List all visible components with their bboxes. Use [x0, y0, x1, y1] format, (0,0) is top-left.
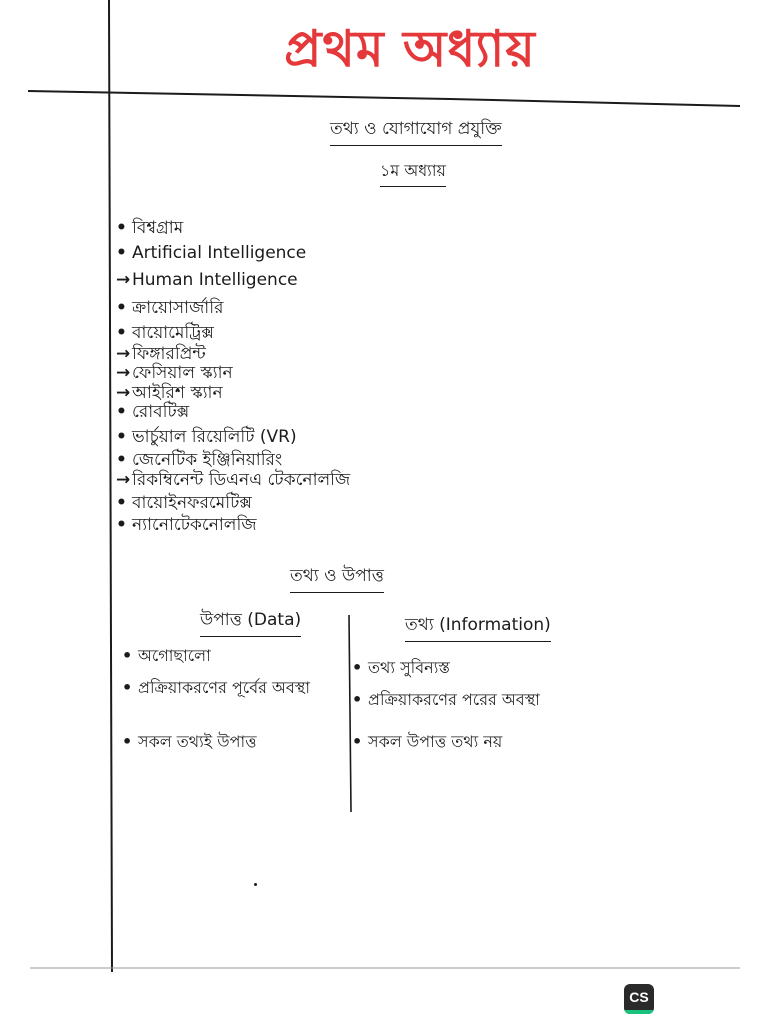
- topic-text: ফিঙ্গারপ্রিন্ট: [132, 344, 206, 364]
- information-item: [352, 658, 450, 678]
- margin-line: [109, 0, 112, 972]
- logo-accent-bar: [624, 1010, 654, 1014]
- bullet-marker: •: [122, 678, 133, 697]
- camscanner-logo: [624, 984, 654, 1014]
- bullet-marker: •: [116, 218, 127, 238]
- data-item: [122, 678, 312, 698]
- arrow-marker: →: [116, 363, 131, 383]
- information-item: [352, 732, 502, 752]
- topic-text: Artificial Intelligence: [132, 243, 307, 263]
- bullet-marker: •: [352, 732, 363, 751]
- topic-item: [116, 270, 298, 290]
- information-item-text: তথ্য সুবিন্যস্ত: [368, 658, 450, 677]
- bullet-marker: •: [352, 690, 363, 709]
- topic-text: বায়োইনফরমেটিক্স: [132, 493, 252, 513]
- bullet-marker: •: [116, 450, 127, 470]
- bullet-marker: •: [352, 658, 363, 677]
- topic-item: [116, 323, 214, 343]
- topic-text: Human Intelligence: [132, 270, 298, 290]
- topic-item: [116, 515, 257, 535]
- comparison-heading: তথ্য ও উপাত্ত: [290, 563, 384, 593]
- subject-heading: তথ্য ও যোগাযোগ প্রযুক্তি: [330, 116, 502, 146]
- topic-item: [116, 450, 282, 470]
- topic-item: [116, 470, 350, 490]
- topic-item: [116, 493, 252, 513]
- chapter-heading: ১ম অধ্যায়: [380, 158, 446, 187]
- bullet-marker: •: [116, 298, 127, 318]
- topic-item: [116, 344, 206, 364]
- information-item: [352, 690, 540, 710]
- bullet-marker: •: [116, 515, 127, 535]
- topic-text: বায়োমেট্রিক্স: [132, 323, 214, 343]
- data-item: [122, 646, 211, 666]
- topic-item: [116, 383, 223, 403]
- bullet-marker: •: [116, 493, 127, 513]
- page-title: প্রথম অধ্যায়: [284, 20, 536, 78]
- topic-text: ভার্চুয়াল রিয়েলিটি (VR): [132, 427, 297, 447]
- bullet-marker: •: [116, 243, 127, 263]
- data-column-heading: উপাত্ত (Data): [200, 607, 301, 637]
- arrow-marker: →: [116, 270, 131, 290]
- information-item-text: প্রক্রিয়াকরণের পরের অবস্থা: [368, 690, 540, 709]
- data-item-text: সকল তথ্যই উপাত্ত: [138, 732, 257, 751]
- arrow-marker: →: [116, 344, 131, 364]
- information-column-heading: তথ্য (Information): [405, 612, 551, 642]
- arrow-marker: →: [116, 383, 131, 403]
- information-item-text: সকল উপাত্ত তথ্য নয়: [368, 732, 503, 751]
- topic-text: আইরিশ স্ক্যান: [132, 383, 223, 403]
- data-item: [122, 732, 257, 752]
- topic-item: [116, 363, 233, 383]
- topic-text: ক্রায়োসার্জারি: [132, 298, 224, 318]
- data-item-text: প্রক্রিয়াকরণের পূর্বের অবস্থা: [138, 678, 311, 697]
- topic-item: [116, 402, 189, 422]
- logo-text: CS: [629, 989, 649, 1005]
- data-item-text: অগোছালো: [138, 646, 211, 665]
- topic-text: রিকম্বিনেন্ট ডিএনএ টেকনোলজি: [132, 470, 351, 490]
- topic-text: রোবটিক্স: [132, 402, 190, 422]
- bullet-marker: •: [122, 732, 133, 751]
- topic-text: বিশ্বগ্রাম: [132, 218, 184, 238]
- topic-text: ফেসিয়াল স্ক্যান: [132, 363, 233, 383]
- bullet-marker: •: [116, 323, 127, 343]
- topic-item: [116, 218, 183, 238]
- topic-text: ন্যানোটেকনোলজি: [132, 515, 257, 535]
- bullet-marker: •: [122, 646, 133, 665]
- arrow-marker: →: [116, 470, 131, 490]
- bullet-marker: •: [116, 427, 127, 447]
- topic-item: [116, 243, 306, 263]
- topic-item: [116, 298, 223, 318]
- topic-text: জেনেটিক ইঞ্জিনিয়ারিং: [132, 450, 283, 470]
- topic-item: [116, 427, 297, 447]
- compare-divider: [349, 615, 351, 812]
- ink-speck: [254, 883, 257, 886]
- bullet-marker: •: [116, 402, 127, 422]
